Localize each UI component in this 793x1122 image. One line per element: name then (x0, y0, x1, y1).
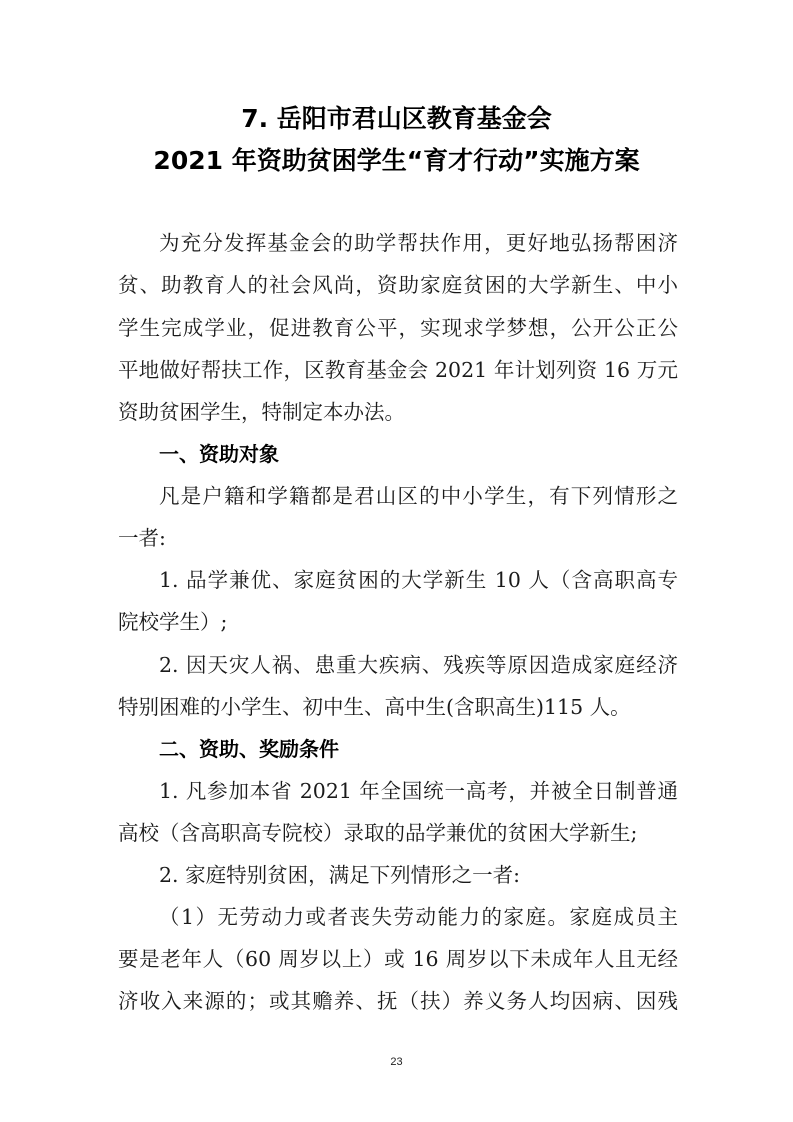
page-number: 23 (390, 1056, 403, 1068)
document-title-line1: 7. 岳阳市君山区教育基金会 (241, 104, 552, 133)
paragraph-line: 2. 家庭特别贫困，满足下列情形之一者: (159, 863, 520, 887)
paragraph-line: 特别困难的小学生、初中生、高中生(含职高生)115 人。 (118, 695, 631, 719)
paragraph-line: 要是老年人（60 周岁以上）或 16 周岁以下未成年人且无经 (118, 947, 678, 971)
paragraph-line: 1. 品学兼优、家庭贫困的大学新生 10 人（含高职高专 (159, 568, 678, 592)
section-heading: 一、资助对象 (159, 442, 279, 466)
intro-line: 为充分发挥基金会的助学帮扶作用，更好地弘扬帮困济 (159, 231, 678, 255)
paragraph-line: 1. 凡参加本省 2021 年全国统一高考，并被全日制普通 (159, 779, 678, 803)
section-heading: 二、资助、奖励条件 (159, 737, 339, 761)
paragraph-line: 凡是户籍和学籍都是君山区的中小学生，有下列情形之 (159, 484, 678, 508)
intro-line: 资助贫困学生，特制定本办法。 (118, 400, 405, 424)
intro-line: 学生完成学业，促进教育公平，实现求学梦想，公开公正公 (118, 316, 678, 340)
paragraph-line: 济收入来源的；或其赡养、抚（扶）养义务人均因病、因残 (118, 989, 678, 1013)
intro-line: 贫、助教育人的社会风尚，资助家庭贫困的大学新生、中小 (118, 273, 678, 297)
paragraph-line: 院校学生）; (118, 610, 228, 634)
paragraph-line: （1）无劳动力或者丧失劳动能力的家庭。家庭成员主 (159, 905, 678, 929)
paragraph-line: 2. 因天灾人祸、患重大疾病、残疾等原因造成家庭经济 (159, 653, 678, 677)
paragraph-line: 高校（含高职高专院校）录取的品学兼优的贫困大学新生; (118, 821, 638, 845)
intro-line: 平地做好帮扶工作，区教育基金会 2021 年计划列资 16 万元 (118, 358, 678, 382)
document-title-line2: 2021 年资助贫困学生“育才行动”实施方案 (153, 146, 640, 175)
paragraph-line: 一者: (118, 526, 166, 550)
